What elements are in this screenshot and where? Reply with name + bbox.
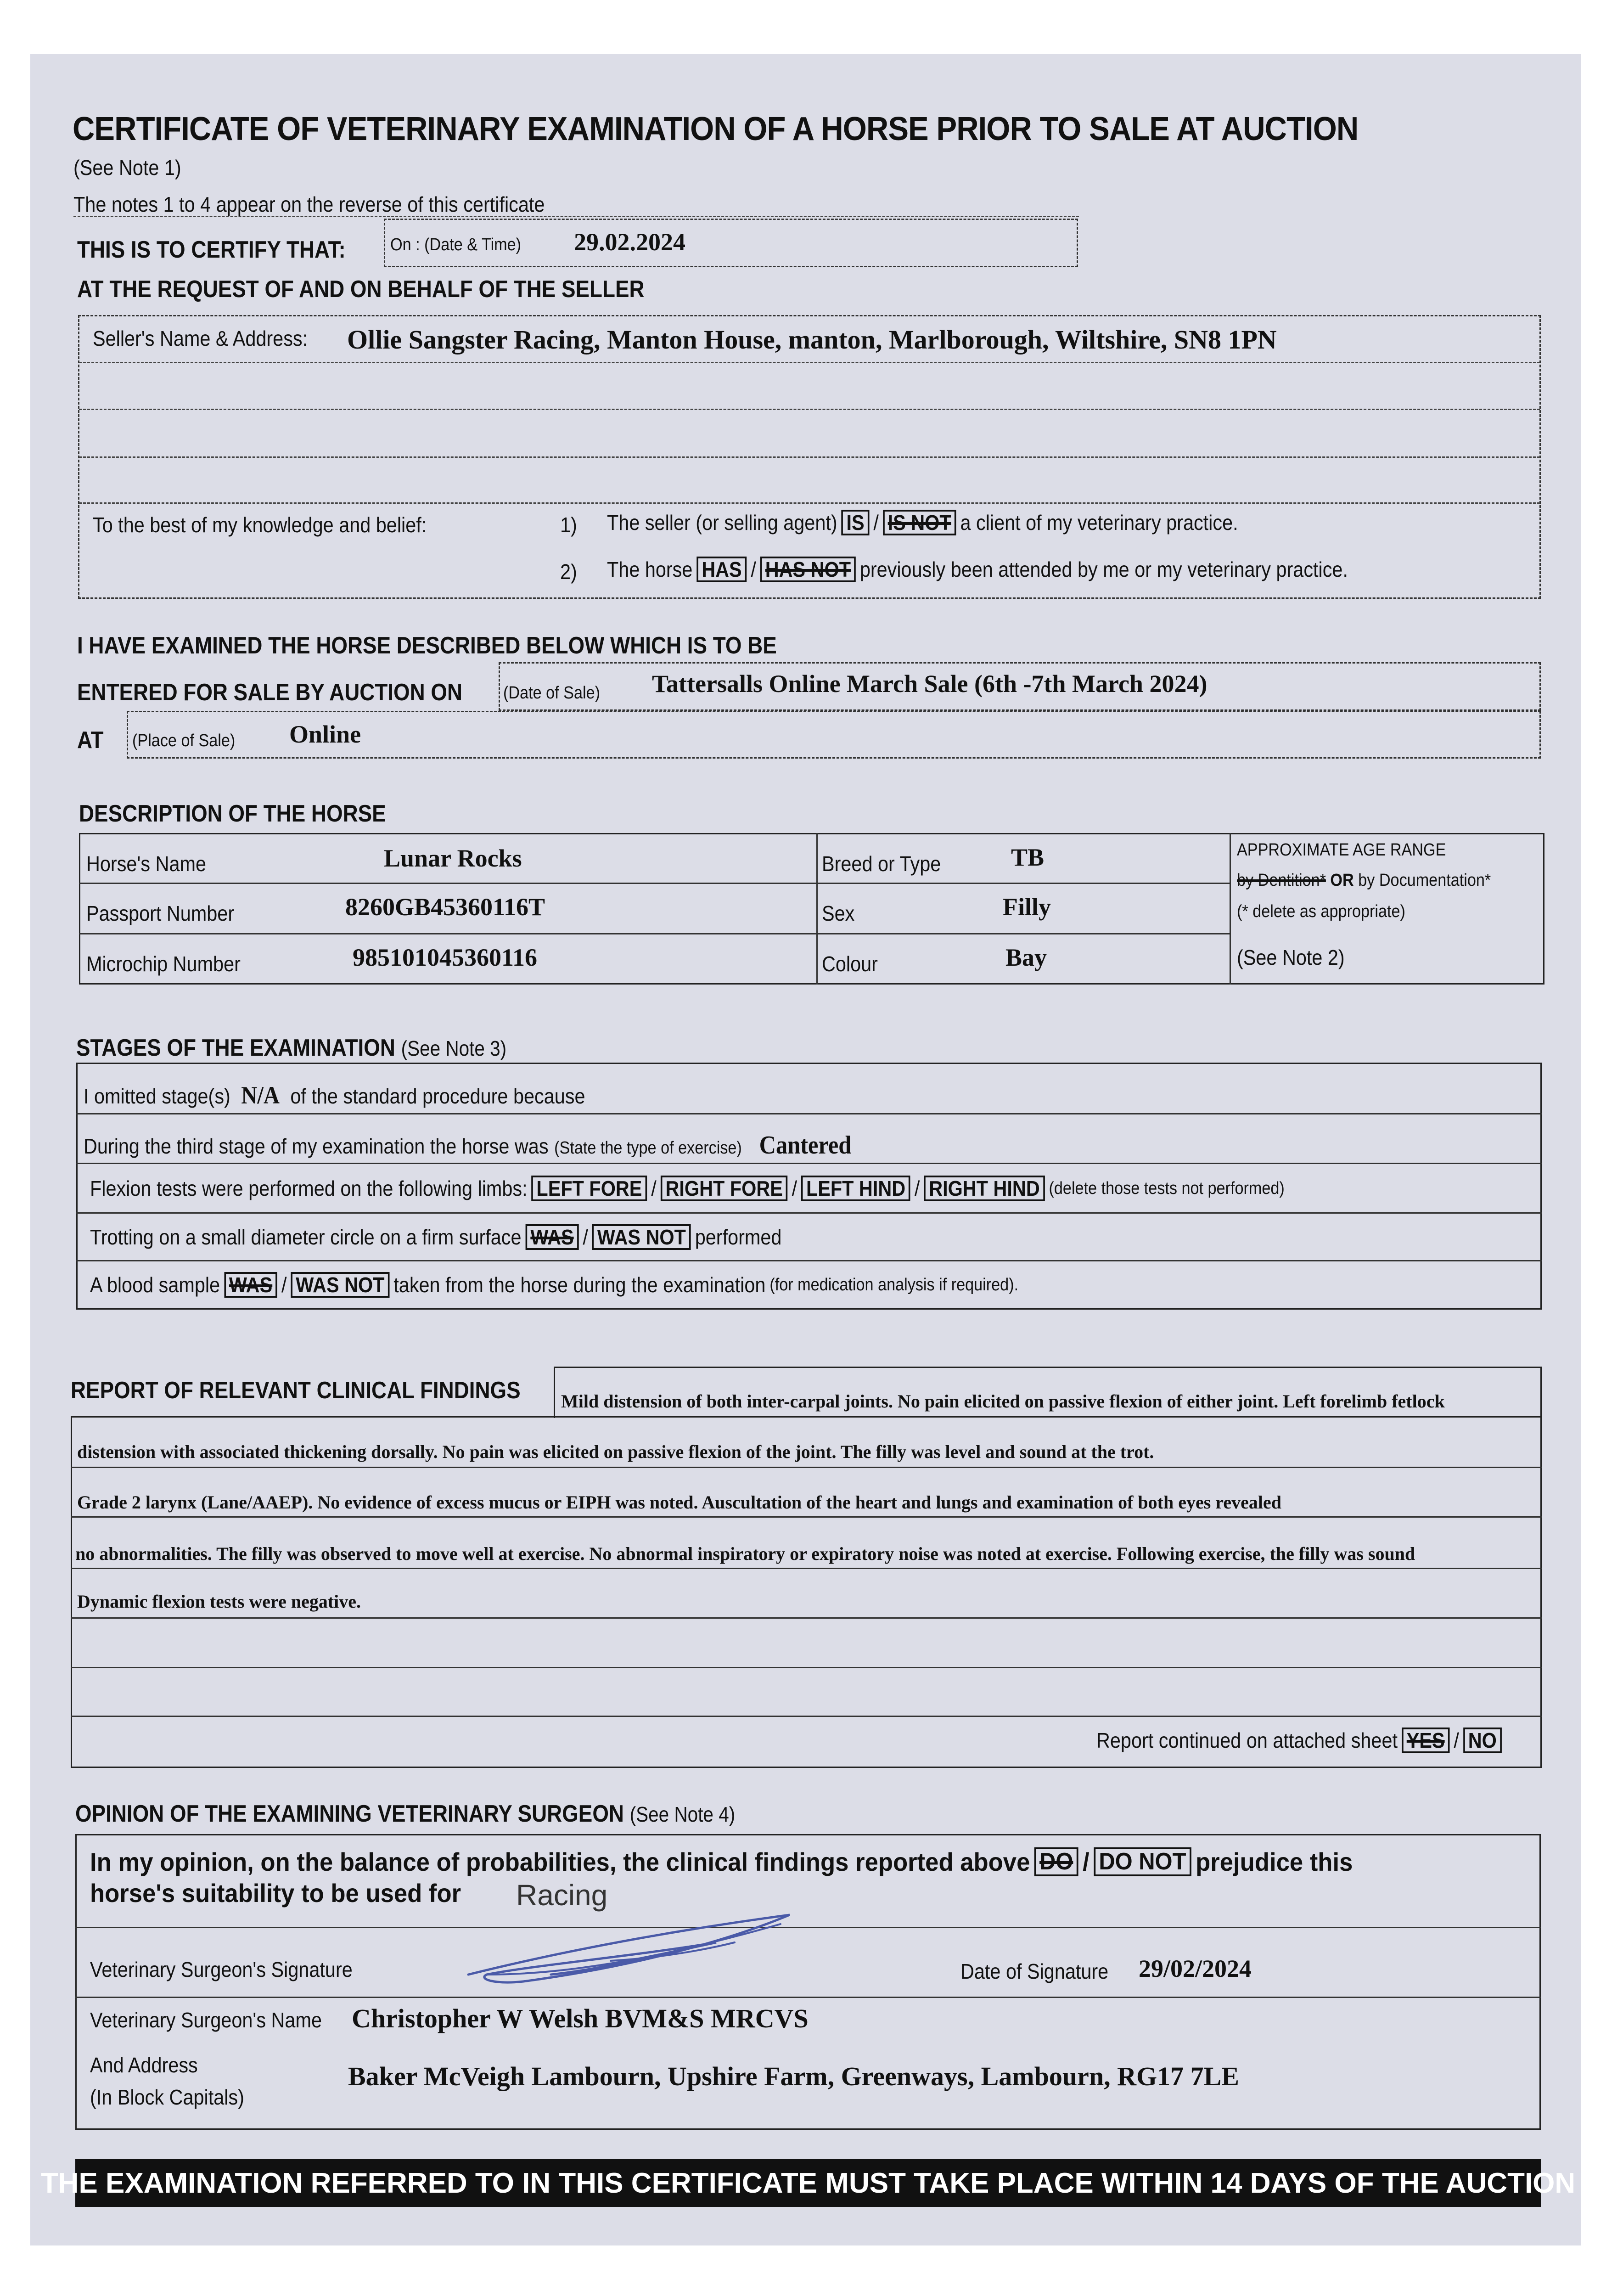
horse-name-value: Lunar Rocks	[384, 844, 522, 872]
entered-label: ENTERED FOR SALE BY AUCTION ON	[77, 679, 462, 706]
is-not-option[interactable]: IS NOT	[883, 510, 956, 535]
trotting-row: Trotting on a small diameter circle on a firm surface WAS / WAS NOT performed	[90, 1224, 781, 1250]
address-label: And Address	[90, 2053, 198, 2077]
date-of-sale-value: Tattersalls Online March Sale (6th -7th March 2024)	[652, 670, 1207, 698]
continued-no-option[interactable]: NO	[1463, 1728, 1502, 1753]
seller-label: Seller's Name & Address:	[93, 326, 308, 350]
request-header: AT THE REQUEST OF AND ON BEHALF OF THE SELLER	[77, 276, 645, 303]
notes-line: The notes 1 to 4 appear on the reverse of this certificate	[73, 192, 545, 216]
age-dentition[interactable]: by Dentition*	[1237, 871, 1326, 890]
certify-label: THIS IS TO CERTIFY THAT:	[77, 236, 346, 263]
item1-number: 1)	[560, 513, 577, 537]
passport-label: Passport Number	[86, 901, 235, 925]
see-note-1: (See Note 1)	[73, 156, 181, 180]
finding-line-1: Mild distension of both inter-carpal joints. No pain elicited on passive flexion of either joint. Left forelimb fetlock	[561, 1391, 1445, 1412]
finding-line-5: Dynamic flexion tests were negative.	[77, 1591, 361, 1612]
age-see-note: (See Note 2)	[1237, 945, 1345, 969]
vet-name-value[interactable]: Christopher W Welsh BVM&S MRCVS	[352, 2003, 809, 2033]
on-date-value: 29.02.2024	[574, 228, 685, 256]
item1-suffix: a client of my veterinary practice.	[960, 511, 1238, 535]
description-header: DESCRIPTION OF THE HORSE	[79, 800, 386, 827]
finding-line-2: distension with associated thickening dorsally. No pain was elicited on passive flexion of the joint. The filly was level and sound at the trot.	[77, 1441, 1154, 1462]
horse-name-label: Horse's Name	[86, 852, 206, 876]
breed-label: Breed or Type	[822, 852, 941, 876]
microchip-label: Microchip Number	[86, 952, 241, 976]
left-hind-option[interactable]: LEFT HIND	[801, 1176, 910, 1201]
finding-line-4: no abnormalities. The filly was observed to move well at exercise. No abnormal inspiratory or expiratory noise was noted at exercise. Following exercise, the filly was sound	[75, 1543, 1415, 1564]
horse-attended-row: The horse HAS / HAS NOT previously been attended by me or my veterinary practice.	[607, 557, 1348, 582]
block-capitals-label: (In Block Capitals)	[90, 2085, 244, 2109]
place-of-sale-value: Online	[289, 720, 361, 748]
opinion-header: OPINION OF THE EXAMINING VETERINARY SURGEON (See Note 4)	[75, 1801, 736, 1827]
trot-was-option[interactable]: WAS	[526, 1224, 579, 1250]
use-value[interactable]: Racing	[516, 1879, 608, 1912]
item2-suffix: previously been attended by me or my veterinary practice.	[859, 557, 1348, 582]
left-fore-option[interactable]: LEFT FORE	[532, 1176, 647, 1201]
knowledge-label: To the best of my knowledge and belief:	[93, 513, 427, 537]
blood-sample-row: A blood sample WAS / WAS NOT taken from the horse during the examination (for medication analysis if required).	[90, 1272, 1018, 1298]
findings-header: REPORT OF RELEVANT CLINICAL FINDINGS	[71, 1377, 521, 1404]
do-not-option[interactable]: DO NOT	[1094, 1847, 1191, 1876]
is-option[interactable]: IS	[842, 510, 870, 535]
age-range-header: APPROXIMATE AGE RANGE	[1237, 840, 1446, 860]
opinion-statement: In my opinion, on the balance of probabilities, the clinical findings reported above DO / DO NOT prejudice this	[90, 1847, 1353, 1876]
seller-client-row: The seller (or selling agent) IS / IS NOT a client of my veterinary practice.	[607, 510, 1238, 535]
certificate-title: CERTIFICATE OF VETERINARY EXAMINATION OF A HORSE PRIOR TO SALE AT AUCTION	[73, 111, 1359, 147]
passport-value: 8260GB45360116T	[345, 893, 545, 921]
blood-was-not-option[interactable]: WAS NOT	[291, 1272, 389, 1298]
signature-image	[459, 1906, 808, 1998]
breed-value: TB	[1011, 844, 1045, 871]
exercise-value[interactable]: Cantered	[759, 1131, 852, 1159]
third-stage-row: During the third stage of my examination the horse was (State the type of exercise) Cantered	[84, 1131, 852, 1159]
omitted-value[interactable]: N/A	[241, 1081, 280, 1109]
flexion-row: Flexion tests were performed on the following limbs: LEFT FORE / RIGHT FORE / LEFT HIND / RIGHT HIND (delete those tests not performed)	[90, 1176, 1285, 1201]
trot-was-not-option[interactable]: WAS NOT	[592, 1224, 691, 1250]
colour-label: Colour	[822, 952, 878, 976]
omitted-row: I omitted stage(s) N/A of the standard procedure because	[84, 1081, 585, 1109]
colour-value: Bay	[1005, 944, 1047, 971]
age-documentation[interactable]: by Documentation*	[1358, 871, 1491, 890]
item2-number: 2)	[560, 560, 577, 584]
item2-text: The horse	[607, 557, 693, 582]
footer-banner: THE EXAMINATION REFERRED TO IN THIS CERTIFICATE MUST TAKE PLACE WITHIN 14 DAYS OF THE AUCTION	[75, 2159, 1541, 2207]
at-label: AT	[77, 727, 104, 754]
signature-label: Veterinary Surgeon's Signature	[90, 1958, 353, 1981]
suitability-label: horse's suitability to be used for	[90, 1879, 461, 1908]
vet-name-label: Veterinary Surgeon's Name	[90, 2008, 322, 2032]
age-method-row: by Dentition* OR by Documentation*	[1237, 871, 1491, 890]
stages-header: STAGES OF THE EXAMINATION (See Note 3)	[76, 1035, 507, 1061]
item1-text: The seller (or selling agent)	[607, 511, 837, 535]
date-of-sale-label: (Date of Sale)	[503, 683, 601, 703]
seller-value[interactable]: Ollie Sangster Racing, Manton House, manton, Marlborough, Wiltshire, SN8 1PN	[347, 325, 1277, 355]
right-hind-option[interactable]: RIGHT HIND	[924, 1176, 1045, 1201]
has-not-option[interactable]: HAS NOT	[760, 557, 856, 582]
on-date-label: On : (Date & Time)	[390, 235, 522, 254]
date-of-signature-value[interactable]: 29/02/2024	[1139, 1955, 1252, 1982]
sex-value: Filly	[1003, 893, 1051, 921]
sex-label: Sex	[822, 901, 855, 925]
place-of-sale-label: (Place of Sale)	[132, 731, 236, 750]
do-option[interactable]: DO	[1034, 1847, 1078, 1876]
finding-line-3: Grade 2 larynx (Lane/AAEP). No evidence of excess mucus or EIPH was noted. Auscultation of the heart and lungs and examination of both eyes revealed	[77, 1492, 1281, 1513]
microchip-value: 985101045360116	[353, 944, 538, 971]
report-continued-row: Report continued on attached sheet YES / NO	[1096, 1728, 1502, 1753]
age-delete-note: (* delete as appropriate)	[1237, 902, 1405, 921]
continued-yes-option[interactable]: YES	[1402, 1728, 1449, 1753]
vet-address-value[interactable]: Baker McVeigh Lambourn, Upshire Farm, Greenways, Lambourn, RG17 7LE	[348, 2061, 1239, 2091]
date-of-signature-label: Date of Signature	[960, 1959, 1109, 1983]
right-fore-option[interactable]: RIGHT FORE	[661, 1176, 788, 1201]
examined-header: I HAVE EXAMINED THE HORSE DESCRIBED BELOW WHICH IS TO BE	[77, 632, 777, 659]
has-option[interactable]: HAS	[696, 557, 747, 582]
blood-was-option[interactable]: WAS	[224, 1272, 277, 1298]
